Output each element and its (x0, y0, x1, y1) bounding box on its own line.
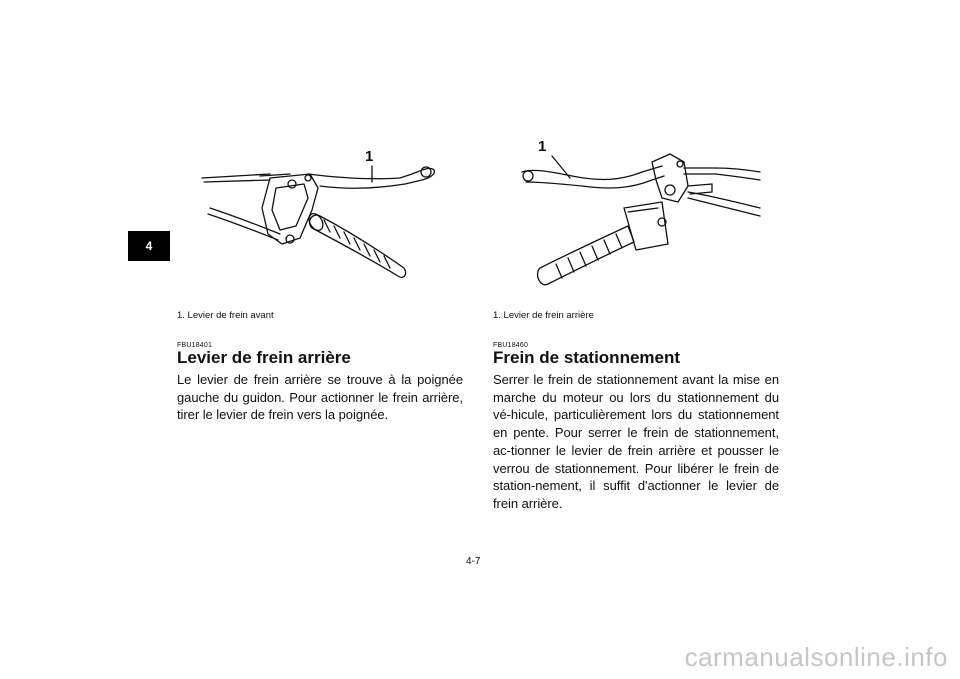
heading-rear-brake-lever: Levier de frein arrière (177, 348, 351, 367)
callout-number-rear: 1 (538, 138, 547, 155)
section-code-left: FBU18401 (177, 342, 213, 349)
page-number: 4-7 (466, 556, 481, 567)
watermark: carmanualsonline.info (684, 642, 948, 672)
caption-front-brake: 1. Levier de frein avant (177, 310, 274, 321)
chapter-tab: 4 (128, 231, 170, 261)
body-rear-brake-lever: Le levier de frein arrière se trouve à la poignée gauche du guidon. Pour actionner le frein arrière, tirer le levier de frein vers la poignée. (177, 372, 463, 423)
callout-number-front: 1 (365, 148, 374, 165)
section-code-right: FBU18460 (493, 342, 529, 349)
heading-parking-brake: Frein de stationnement (493, 348, 681, 367)
rear-brake-lever-illustration (512, 132, 762, 297)
caption-rear-brake: 1. Levier de frein arrière (493, 310, 594, 321)
body-parking-brake: Serrer le frein de stationnement avant la mise en marche du moteur ou lors du stationnement du vé-hicule, particulièrement lors du stationnement en pente. Pour serrer le frein de stationnement, ac-tionner le levier de frein arrière et pousser le verrou de stationnement. Pour libérer le frein de station-nement, il suffit d'actionner le levier de frein arrière. (493, 372, 779, 511)
front-brake-lever-illustration (200, 138, 445, 298)
